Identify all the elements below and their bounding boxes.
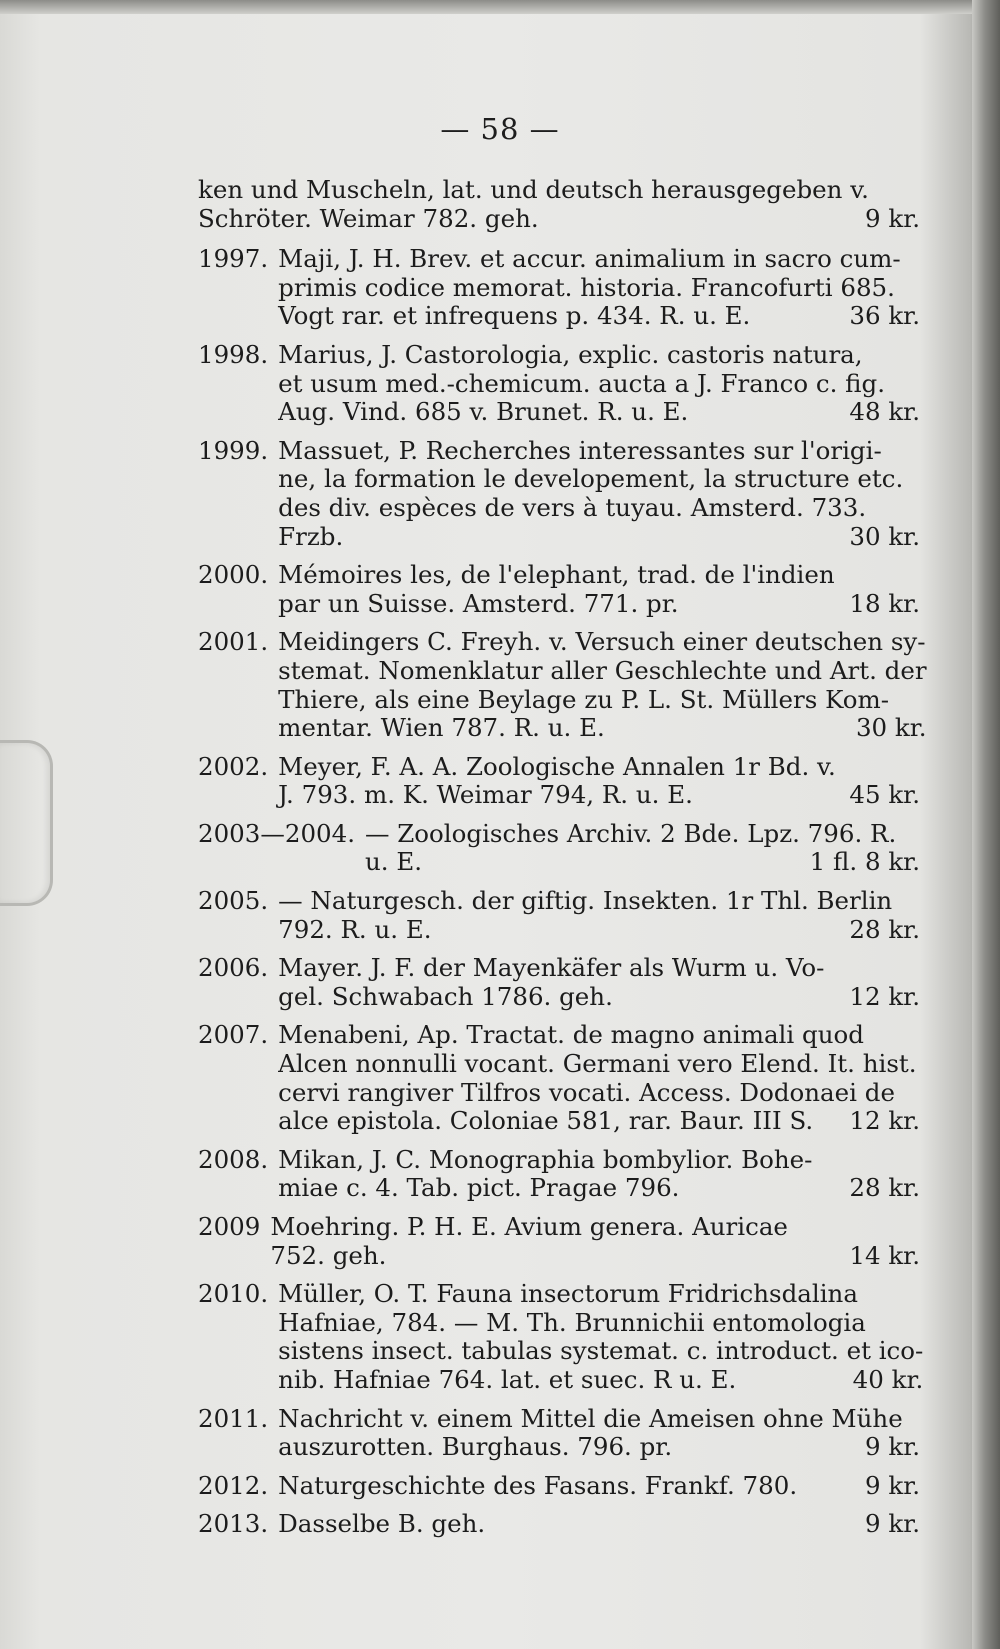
entry-last-line — [278, 1433, 920, 1462]
catalog-entry — [198, 341, 920, 427]
entry-price: 30 kr. — [849, 521, 920, 551]
entry-line: Mikan, J. C. Monographia bombylior. Bohe- — [278, 1145, 813, 1174]
entry-number: 1997. — [198, 244, 269, 274]
catalog-entry — [198, 176, 920, 233]
entry-line: Müller, O. T. Fauna insectorum Fridrichsdalina — [278, 1280, 858, 1309]
entry-line: Marius, J. Castorologia, explic. castoris natura, — [278, 340, 863, 369]
entry-price: 9 kr. — [864, 1432, 920, 1462]
page-top-edge — [0, 0, 1000, 14]
entry-line: J. 793. m. K. Weimar 794, R. u. E. — [278, 780, 693, 810]
entry-price: 40 kr. — [852, 1364, 924, 1394]
entry-line: — Zoologisches Archiv. 2 Bde. Lpz. 796. R. — [365, 819, 897, 848]
entry-last-line — [278, 781, 920, 810]
entry-line: ne, la formation le developement, la structure etc. — [278, 465, 904, 494]
entry-text — [278, 1510, 920, 1539]
entry-last-line — [278, 1472, 920, 1501]
catalog-entry — [198, 1213, 920, 1270]
entry-line: Mayer. J. F. der Mayenkäfer als Wurm u. Vo- — [278, 954, 825, 983]
entry-line: sistens insect. tabulas systemat. c. introduct. et ico- — [278, 1337, 924, 1366]
entry-text — [278, 1146, 920, 1203]
entry-number: 2006. — [198, 953, 269, 983]
entry-number: 2010. — [198, 1279, 269, 1309]
entry-number: 2009 — [198, 1212, 261, 1241]
entry-line: gel. Schwabach 1786. geh. — [278, 981, 613, 1011]
entry-text — [278, 1280, 923, 1394]
entry-number: 2013. — [198, 1509, 269, 1539]
entry-line: alce epistola. Coloniae 581, rar. Baur. III S. — [278, 1106, 814, 1136]
entry-line: Vogt rar. et infrequens p. 434. R. u. E. — [278, 301, 751, 331]
entry-line: Massuet, P. Recherches interessantes sur l'origi- — [278, 436, 882, 465]
entry-line: Moehring. P. H. E. Avium genera. Auricae — [270, 1213, 788, 1241]
entry-line: nib. Hafniae 764. lat. et suec. R u. E. — [278, 1364, 737, 1394]
entry-line: Alcen nonnulli vocant. Germani vero Elend. It. hist. — [278, 1050, 917, 1079]
catalog-entry — [198, 561, 920, 618]
entry-line: Naturgeschichte des Fasans. Frankf. 780. — [278, 1470, 798, 1500]
entry-price: 9 kr. — [864, 1509, 920, 1539]
entry-last-line — [278, 983, 920, 1012]
entry-line: stemat. Nomenklatur aller Geschlechte und Art. der — [278, 656, 927, 685]
entry-price: 28 kr. — [849, 914, 920, 944]
entry-line: miae c. 4. Tab. pict. Pragae 796. — [278, 1173, 680, 1203]
entry-line: auszurotten. Burghaus. 796. pr. — [278, 1432, 673, 1462]
entry-line: Aug. Vind. 685 v. Brunet. R. u. E. — [278, 397, 689, 427]
catalog-entry — [198, 887, 920, 944]
entry-number: 1999. — [198, 435, 269, 465]
entry-price: 1 fl. 8 kr. — [809, 847, 920, 877]
entry-price: 9 kr. — [864, 203, 920, 233]
entry-text — [278, 245, 920, 331]
entry-last-line — [278, 302, 920, 331]
entry-line: Nachricht v. einem Mittel die Ameisen ohne Mühe — [278, 1404, 903, 1433]
entry-line: Hafniae, 784. — M. Th. Brunnichii entomologia — [278, 1308, 866, 1337]
entry-price: 48 kr. — [849, 397, 920, 427]
entry-text — [270, 1213, 920, 1270]
entry-last-line — [270, 1242, 920, 1271]
entry-text — [198, 176, 920, 233]
entry-number: 2000. — [198, 560, 269, 590]
entry-number: 2012. — [198, 1470, 269, 1500]
entry-price: 30 kr. — [855, 713, 927, 743]
catalog-entry — [198, 1279, 924, 1394]
catalog-entry — [198, 1510, 920, 1539]
entry-line: 792. R. u. E. — [278, 914, 432, 944]
entry-line: Mémoires les, de l'elephant, trad. de l'indien — [278, 561, 835, 590]
entry-text — [278, 628, 926, 742]
entry-last-line — [278, 1107, 920, 1136]
entry-line: mentar. Wien 787. R. u. E. — [278, 713, 605, 743]
entry-number: 2007. — [198, 1020, 269, 1050]
entry-text — [278, 1405, 920, 1462]
entry-text — [278, 1021, 920, 1135]
page-clip-shadow — [0, 740, 53, 906]
entry-price: 9 kr. — [864, 1470, 920, 1500]
entry-price: 12 kr. — [849, 1106, 920, 1136]
entry-price: 14 kr. — [849, 1240, 920, 1270]
entry-line: Meidingers C. Freyh. v. Versuch einer deutschen sy- — [278, 628, 926, 657]
catalog-entries — [198, 176, 927, 1549]
entry-last-line — [278, 523, 920, 552]
entry-text — [365, 820, 920, 877]
entry-number: 1998. — [198, 339, 269, 369]
entry-line: Frzb. — [278, 521, 344, 551]
entry-text — [278, 561, 920, 618]
entry-line: Dasselbe B. geh. — [278, 1509, 486, 1539]
entry-line: Thiere, als eine Beylage zu P. L. St. Müllers Kom- — [278, 685, 889, 714]
entry-last-line — [198, 205, 920, 234]
entry-line: Maji, J. H. Brev. et accur. animalium in sacro cum- — [278, 245, 901, 274]
entry-line: primis codice memorat. historia. Francofurti 685. — [278, 273, 895, 302]
entry-line: cervi rangiver Tilfros vocati. Access. Dodonaei de — [278, 1078, 895, 1107]
entry-line: ken und Muscheln, lat. und deutsch herausgegeben v. — [198, 176, 869, 204]
entry-last-line — [278, 398, 920, 427]
catalog-entry — [198, 1405, 920, 1462]
catalog-entry — [198, 1021, 920, 1135]
entry-price: 28 kr. — [849, 1173, 920, 1203]
entry-number: 2001. — [198, 627, 269, 657]
entry-line: — Naturgesch. der giftig. Insekten. 1r Thl. Berlin — [278, 887, 893, 916]
entry-number: 2011. — [198, 1403, 269, 1433]
entry-text — [278, 1472, 920, 1501]
entry-text — [278, 341, 920, 427]
entry-last-line — [365, 848, 920, 877]
catalog-entry — [198, 820, 920, 877]
entry-line: u. E. — [365, 847, 423, 877]
catalog-entry — [198, 627, 927, 743]
entry-number: 2002. — [198, 751, 269, 781]
catalog-entry — [198, 1146, 920, 1203]
entry-price: 45 kr. — [849, 780, 920, 810]
catalog-entry — [198, 954, 920, 1011]
catalog-entry — [198, 437, 920, 551]
entry-last-line — [278, 590, 920, 619]
entry-number: 2003—2004. — [198, 818, 355, 848]
entry-text — [278, 437, 920, 551]
catalog-entry — [198, 245, 920, 331]
entry-number: 2008. — [198, 1144, 269, 1174]
entry-text — [278, 887, 920, 944]
entry-text — [278, 954, 920, 1011]
entry-line: Meyer, F. A. A. Zoologische Annalen 1r Bd. v. — [278, 752, 836, 781]
entry-line: Menabeni, Ap. Tractat. de magno animali quod — [278, 1021, 864, 1050]
entry-price: 18 kr. — [849, 588, 920, 618]
entry-line: et usum med.-chemicum. aucta a J. Franco c. fig. — [278, 369, 885, 398]
catalog-entry — [198, 1472, 920, 1501]
entry-last-line — [278, 714, 926, 743]
entry-last-line — [278, 1366, 923, 1395]
entry-number: 2005. — [198, 886, 269, 916]
page-number: — 58 — — [440, 112, 560, 146]
entry-price: 36 kr. — [849, 301, 920, 331]
entry-line: Schröter. Weimar 782. geh. — [198, 203, 539, 233]
entry-line: des div. espèces de vers à tuyau. Amsterd. 733. — [278, 493, 867, 522]
entry-last-line — [278, 916, 920, 945]
entry-last-line — [278, 1174, 920, 1203]
entry-price: 12 kr. — [849, 981, 920, 1011]
entry-last-line — [278, 1510, 920, 1539]
entry-line: 752. geh. — [270, 1240, 387, 1270]
entry-text — [278, 753, 920, 810]
catalog-entry — [198, 753, 920, 810]
page-binding-edge — [972, 0, 1000, 1649]
entry-line: par un Suisse. Amsterd. 771. pr. — [278, 588, 679, 618]
